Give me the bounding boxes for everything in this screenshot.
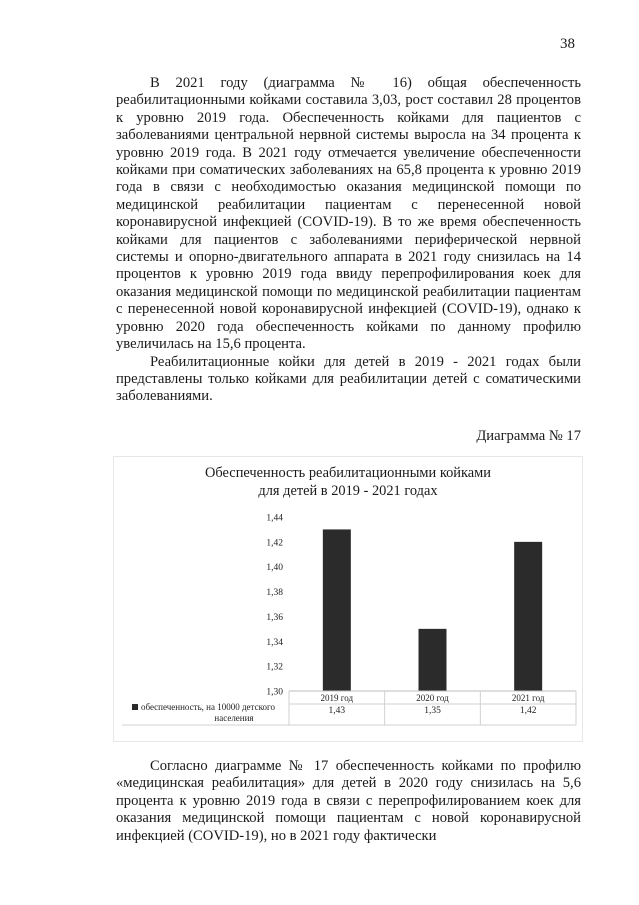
y-tick-label: 1,30 [266,687,283,698]
y-tick-label: 1,44 [266,513,283,524]
bottom-text-block [116,758,581,845]
bar [323,529,351,691]
chart-title-line-1: Обеспеченность реабилитационными койками [205,465,491,481]
legend-label-line-1: обеспеченность, на 10000 детского [141,702,275,712]
paragraph-1: В 2021 году (диаграмма № 16) общая обеспеченность реабилитационными койками составила 3,03, рост составил 28 процентов к уровню 2019 года. Обеспеченность койками для пациентов с заболеваниями центральной нервной системы выросла на 34 процента к уровню 2019 года. В 2021 году отмечается увеличение обеспеченности койками при соматических заболеваниях на 65,8 процента к уровню 2019 года в связи с необходимостью оказания медицинской помощи по медицинской реабилитации пациентам с перенесенной новой коронавирусной инфекцией (COVID-19). В то же время обеспеченность койками для пациентов с заболеваниями периферической нервной системы и опорно-двигательного аппарата в 2021 году снизилась на 14 процентов к уровню 2019 года ввиду перепрофилирования коек для оказания медицинской помощи по медицинской реабилитации пациентам с перенесенной новой коронавирусной инфекцией (COVID-19), однако к уровню 2020 года обеспеченность койками по данному профилю увеличилась на 15,6 процента. [116,75,581,353]
legend-label-line-2: населения [214,713,254,723]
category-label: 2019 год [320,693,354,703]
bar-chart [114,457,582,741]
paragraph-2: Реабилитационные койки для детей в 2019 - 2021 годах были представлены только койками для реабилитации детей с соматическими заболеваниями. [116,353,581,405]
diagram-caption: Диаграмма № 17 [476,428,581,444]
bar [514,542,542,691]
category-label: 2020 год [416,693,449,703]
y-tick-label: 1,34 [266,637,283,648]
paragraph-3: Согласно диаграмме № 17 обеспеченность койками по профилю «медицинская реабилитация» для детей в 2020 году снизилась на 5,6 процента к уровню 2019 года в связи с перепрофилированием коек для оказания медицинской помощи пациентам с новой коронавирусной инфекцией (COVID-19), но в 2021 году фактически [116,758,581,844]
data-label: 1,43 [328,706,346,716]
y-tick-label: 1,42 [266,538,283,549]
y-tick-label: 1,36 [266,612,283,623]
data-label: 1,35 [424,706,441,716]
category-label: 2021 год [511,693,545,703]
bar [419,629,447,691]
top-text-block [116,75,581,406]
y-tick-label: 1,32 [266,662,283,673]
y-tick-label: 1,40 [266,563,283,574]
legend-swatch [132,704,138,710]
data-label: 1,42 [519,706,537,716]
chart-title-line-2: для детей в 2019 - 2021 годах [258,482,438,499]
y-tick-label: 1,38 [266,588,283,599]
page-number: 38 [560,36,575,52]
chart-container [113,456,583,742]
